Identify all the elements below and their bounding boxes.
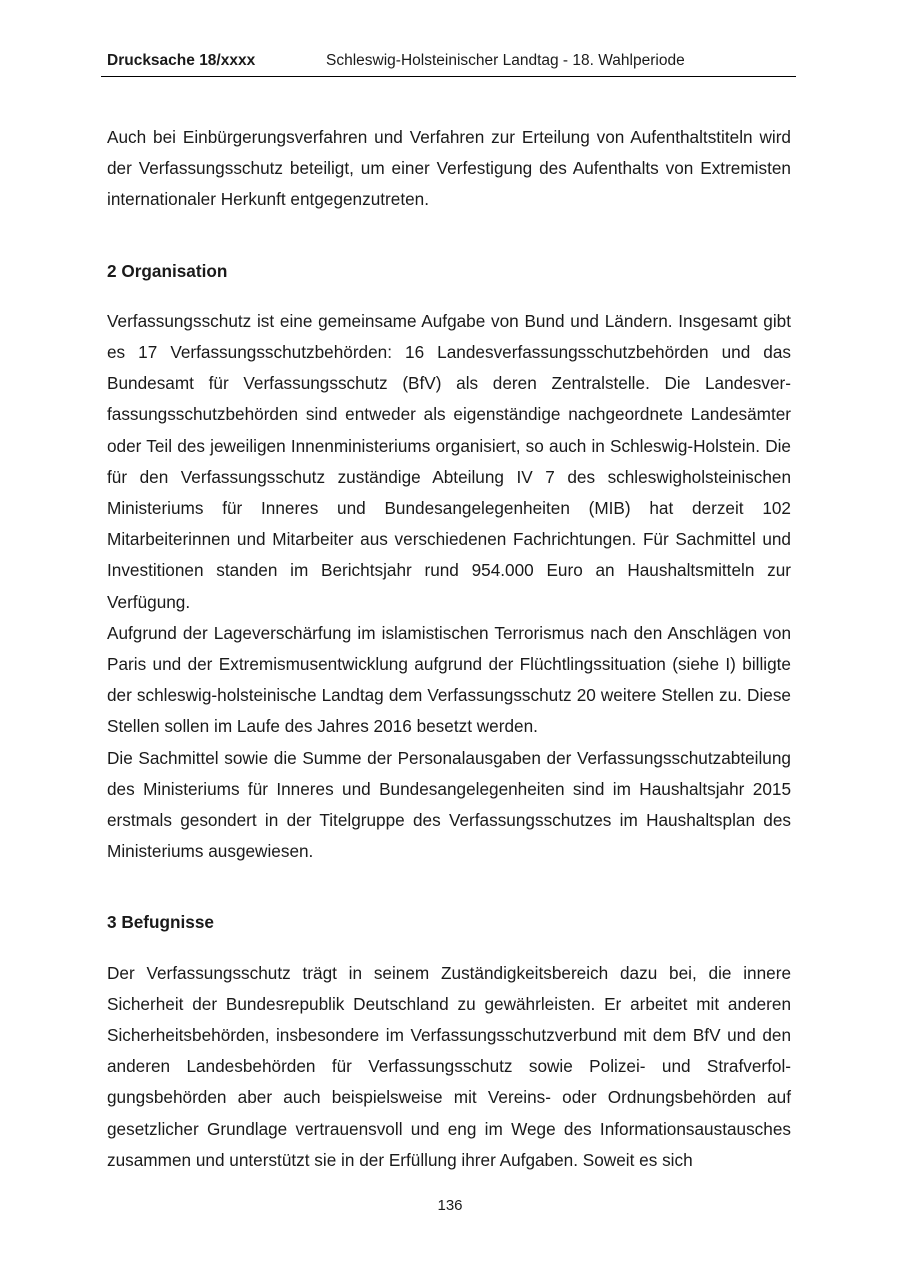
intro-paragraph: Auch bei Einbürgerungsverfahren und Verfahren zur Erteilung von Aufenthaltstiteln wird der Verfassungsschutz beteiligt, um einer Verfestigung des Aufenthalts von Extremisten internationaler Herkunft entgegenzutreten.	[107, 127, 791, 210]
page-header	[101, 52, 796, 77]
befugnisse-paragraph: Der Verfassungsschutz trägt in seinem Zuständigkeitsbereich dazu bei, die innere Sicherheit der Bundesrepublik Deutschland zu gewährleisten. Er arbeitet mit anderen Sicherheitsbehörden, insbesondere im Verfassungsschutzverbund mit dem BfV und den anderen Landesbehörden für Verfassungsschutz sowie Polizei- und Strafverfolgungsbehörden aber auch beispielsweise mit Vereins- oder Ordnungsbehörden auf gesetzlicher Grundlage vertrauensvoll und eng im Wege des Informationsaustausches zusammen und unterstützt sie in der Erfüllung ihrer Aufgaben. Soweit es sich	[107, 962, 791, 1170]
document-body	[107, 122, 791, 1176]
organisation-paragraph: Aufgrund der Lageverschärfung im islamistischen Terrorismus nach den Anschlägen von Paris und der Extremismusentwicklung aufgrund der Flüchtlingssituation (siehe I) billigte der schleswig-holsteinische Landtag dem Verfassungsschutz 20 weitere Stellen zu. Diese Stellen sollen im Laufe des Jahres 2016 besetzt werden.	[107, 622, 791, 737]
section-heading-befugnisse: 3 Befugnisse	[107, 912, 214, 933]
organisation-paragraph: Die Sachmittel sowie die Summe der Personalausgaben der Verfassungsschutzabteilung des Ministeriums für Inneres und Bundesangelegenheiten sind im Haushaltsjahr 2015 erstmals gesondert in der Titelgruppe des Verfassungsschutzes im Haushaltsplan des Ministeriums ausgewiesen.	[107, 747, 791, 862]
document-number: Drucksache 18/xxxx	[107, 52, 256, 69]
section-heading-organisation: 2 Organisation	[107, 260, 228, 281]
parliament-title: Schleswig-Holsteinischer Landtag - 18. Wahlperiode	[326, 52, 685, 69]
organisation-paragraph: Verfassungsschutz ist eine gemeinsame Aufgabe von Bund und Ländern. Insgesamt gibt es 17 Verfassungsschutzbehörden: 16 Landesverfassungsschutzbehörden und das Bundesamt für Verfassungsschutz (BfV) als deren Zentralstelle. Die Landesverfassungsschutzbehörden sind entweder als eigenständige nachgeordnete Landesämter oder Teil des jeweiligen Innenministeriums organisiert, so auch in Schleswig-Holstein. Die für den Verfassungsschutz zuständige Abteilung IV 7 des schleswigholsteinischen Ministeriums für Inneres und Bundesangelegenheiten (MIB) hat derzeit 102 Mitarbeiterinnen und Mitarbeiter aus verschiedenen Fachrichtungen. Für Sachmittel und Investitionen standen im Berichtsjahr rund 954.000 Euro an Haushaltsmitteln zur Verfügung.	[107, 310, 791, 612]
page-number: 136	[437, 1197, 463, 1214]
